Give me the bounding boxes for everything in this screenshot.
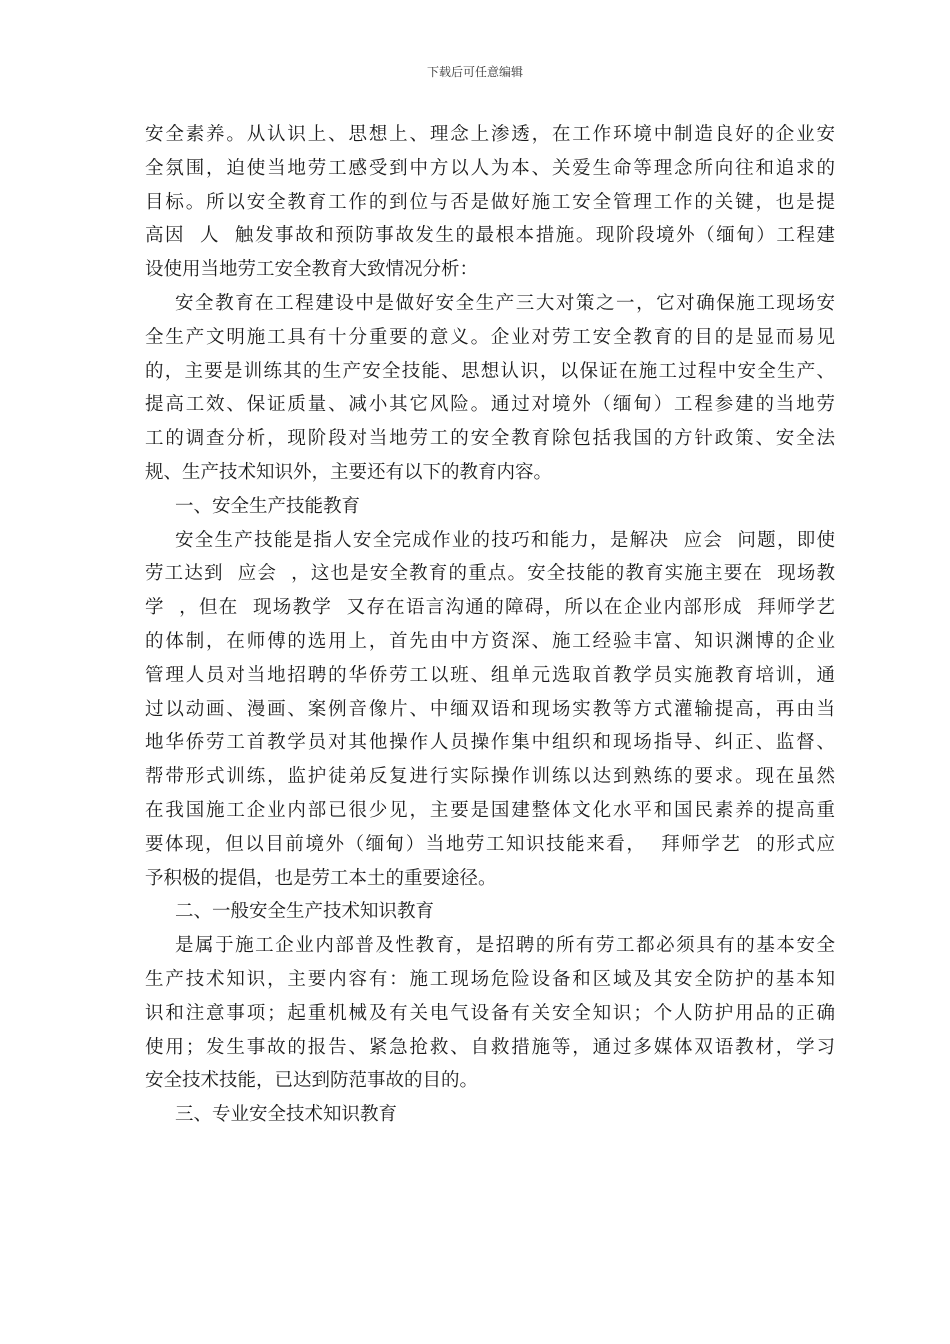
- section-heading: 二、一般安全生产技术知识教育: [175, 901, 435, 923]
- document-body: [145, 118, 835, 1132]
- text-line: 安全教育在工程建设中是做好安全生产三大对策之一，它对确保施工现场安: [175, 292, 835, 314]
- text-line: 提高工效、保证质量、减小其它风险。通过对境外（缅甸）工程参建的当地劳: [145, 394, 835, 416]
- text-line: 是属于施工企业内部普及性教育，是招聘的所有劳工都必须具有的基本安全: [175, 935, 835, 957]
- text-line: 工的调查分析，现阶段对当地劳工的安全教育除包括我国的方针政策、安全法: [145, 428, 835, 450]
- text-line: 安全技术技能，已达到防范事故的目的。: [145, 1070, 479, 1092]
- text-line: 要体现，但以目前境外（缅甸）当地劳工知识技能来看， 拜师学艺 的形式应: [145, 833, 835, 855]
- text-line: 全氛围，迫使当地劳工感受到中方以人为本、关爱生命等理念所向往和追求的: [145, 157, 835, 179]
- text-line: 过以动画、漫画、案例音像片、中缅双语和现场实教等方式灌输提高，再由当: [145, 698, 835, 720]
- text-line: 管理人员对当地招聘的华侨劳工以班、组单元选取首教学员实施教育培训，通: [145, 664, 835, 686]
- text-line: 安全素养。从认识上、思想上、理念上渗透，在工作环境中制造良好的企业安: [145, 124, 835, 145]
- text-line: 帮带形式训练，监护徒弟反复进行实际操作训练以达到熟练的要求。现在虽然: [145, 766, 835, 788]
- text-line: 设使用当地劳工安全教育大致情况分析：: [145, 259, 479, 281]
- section-heading: 一、安全生产技能教育: [175, 495, 361, 517]
- text-line: 目标。所以安全教育工作的到位与否是做好施工安全管理工作的关键，也是提: [145, 191, 835, 213]
- text-line: 的，主要是训练其的生产安全技能、思想认识，以保证在施工过程中安全生产、: [145, 360, 835, 382]
- text-line: 学 ，但在 现场教学 又存在语言沟通的障碍，所以在企业内部形成 拜师学艺: [145, 597, 835, 619]
- text-line: 地华侨劳工首教学员对其他操作人员操作集中组织和现场指导、纠正、监督、: [145, 732, 835, 754]
- page-header-note: 下载后可任意编辑: [426, 65, 523, 79]
- text-line: 予积极的提倡，也是劳工本土的重要途径。: [145, 867, 497, 889]
- text-line: 使用；发生事故的报告、紧急抢救、自救措施等，通过多媒体双语教材，学习: [145, 1036, 835, 1058]
- text-line: 在我国施工企业内部已很少见，主要是国建整体文化水平和国民素养的提高重: [145, 799, 835, 821]
- text-line: 规、生产技术知识外，主要还有以下的教育内容。: [145, 461, 553, 483]
- text-line: 高因 人 触发事故和预防事故发生的最根本措施。现阶段境外（缅甸）工程建: [145, 225, 835, 247]
- text-line: 劳工达到 应会 ，这也是安全教育的重点。安全技能的教育实施主要在 现场教: [145, 563, 835, 585]
- text-line: 的体制，在师傅的选用上，首先由中方资深、施工经验丰富、知识渊博的企业: [145, 630, 835, 652]
- text-line: 安全生产技能是指人安全完成作业的技巧和能力，是解决 应会 问题，即使: [175, 529, 835, 551]
- text-line: 全生产文明施工具有十分重要的意义。企业对劳工安全教育的目的是显而易见: [145, 326, 835, 348]
- text-line: 识和注意事项；起重机械及有关电气设备有关安全知识；个人防护用品的正确: [145, 1002, 835, 1024]
- text-line: 生产技术知识，主要内容有：施工现场危险设备和区域及其安全防护的基本知: [145, 968, 835, 990]
- section-heading: 三、专业安全技术知识教育: [175, 1104, 398, 1126]
